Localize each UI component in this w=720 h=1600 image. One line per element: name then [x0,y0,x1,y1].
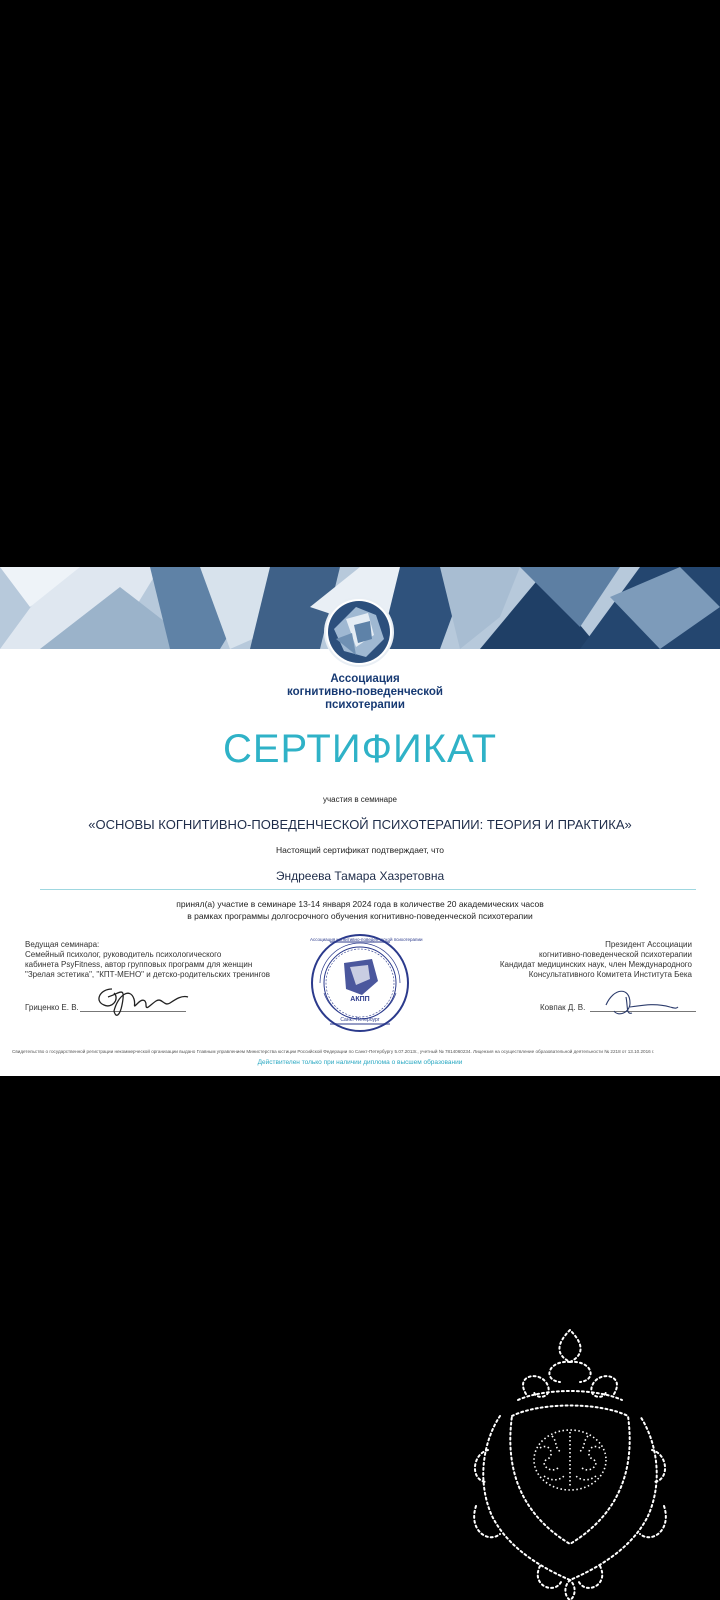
certificate-document [0,567,720,1076]
stamp-city: Санкт-Петербург [340,1017,380,1023]
left-signer-role: Ведущая семинара: [25,940,100,949]
participation-text-line-1: принял(а) участие в семинаре 13-14 января 2024 года в количестве 20 академических часов [176,899,544,909]
certificate-title: СЕРТИФИКАТ [222,727,498,771]
right-signer-role: Президент Ассоциации [605,940,692,949]
right-signer-block [500,940,692,980]
association-name-line-2: когнитивно-поведенческой [287,686,443,698]
right-handwritten-signature [600,983,680,1019]
right-signer-desc-2: Кандидат медицинских наук, член Международного [499,960,692,969]
recipient-name: Эндреева Тамара Хазретовна [275,869,445,883]
left-signer-desc-1: Семейный психолог, руководитель психологического [25,950,222,959]
footer-legal-text: Свидетельство о государственной регистрации некоммерческой организации выдано Главным управлением Министерства юстиции Российской Федерации по Санкт-Петербургу 5.07.2013г., учетный № 7814060234. Лицензия на осуществление образовательной деятельности № 2218 от 13.10.2016 г. [12,1049,655,1054]
association-name-line-1: Ассоциация [330,673,400,685]
certificate-subtitle: участия в семинаре [323,795,397,804]
name-underline [40,889,696,890]
left-signer-name: Гриценко Е. В. [25,1003,79,1012]
right-signer-desc-3: Консультативного Комитета Института Бека [528,970,692,979]
confirmation-text: Настоящий сертификат подтверждает, что [275,845,444,855]
association-logo-icon [326,599,392,665]
stamp-abbreviation: АКПП [350,996,370,1003]
left-signer-block [25,940,270,980]
participation-text-line-2: в рамках программы долгосрочного обучения когнитивно-поведенческой психотерапии [187,911,533,921]
left-handwritten-signature [90,975,190,1021]
left-signer-desc-2: кабинета PsyFitness, автор групповых программ для женщин [25,960,253,969]
left-signer-desc-3: "Зрелая эстетика", "КПТ-МЕНО" и детско-родительских тренингов [25,970,270,979]
association-name-line-3: психотерапии [325,699,405,711]
program-title: «ОСНОВЫ КОГНИТИВНО-ПОВЕДЕНЧЕСКОЙ ПСИХОТЕРАПИИ: ТЕОРИЯ И ПРАКТИКА» [88,817,632,832]
right-signer-name: Ковпак Д. В. [540,1003,586,1012]
brain-crest-watermark-icon [470,1330,670,1600]
footer-validity-note: Действителен только при наличии диплома о высшем образовании [257,1059,463,1066]
right-signer-desc-1: когнитивно-поведенческой психотерапии [538,950,692,959]
stamp-ring-text: Ассоциация когнитивно-поведенческой психотерапии [310,937,423,942]
